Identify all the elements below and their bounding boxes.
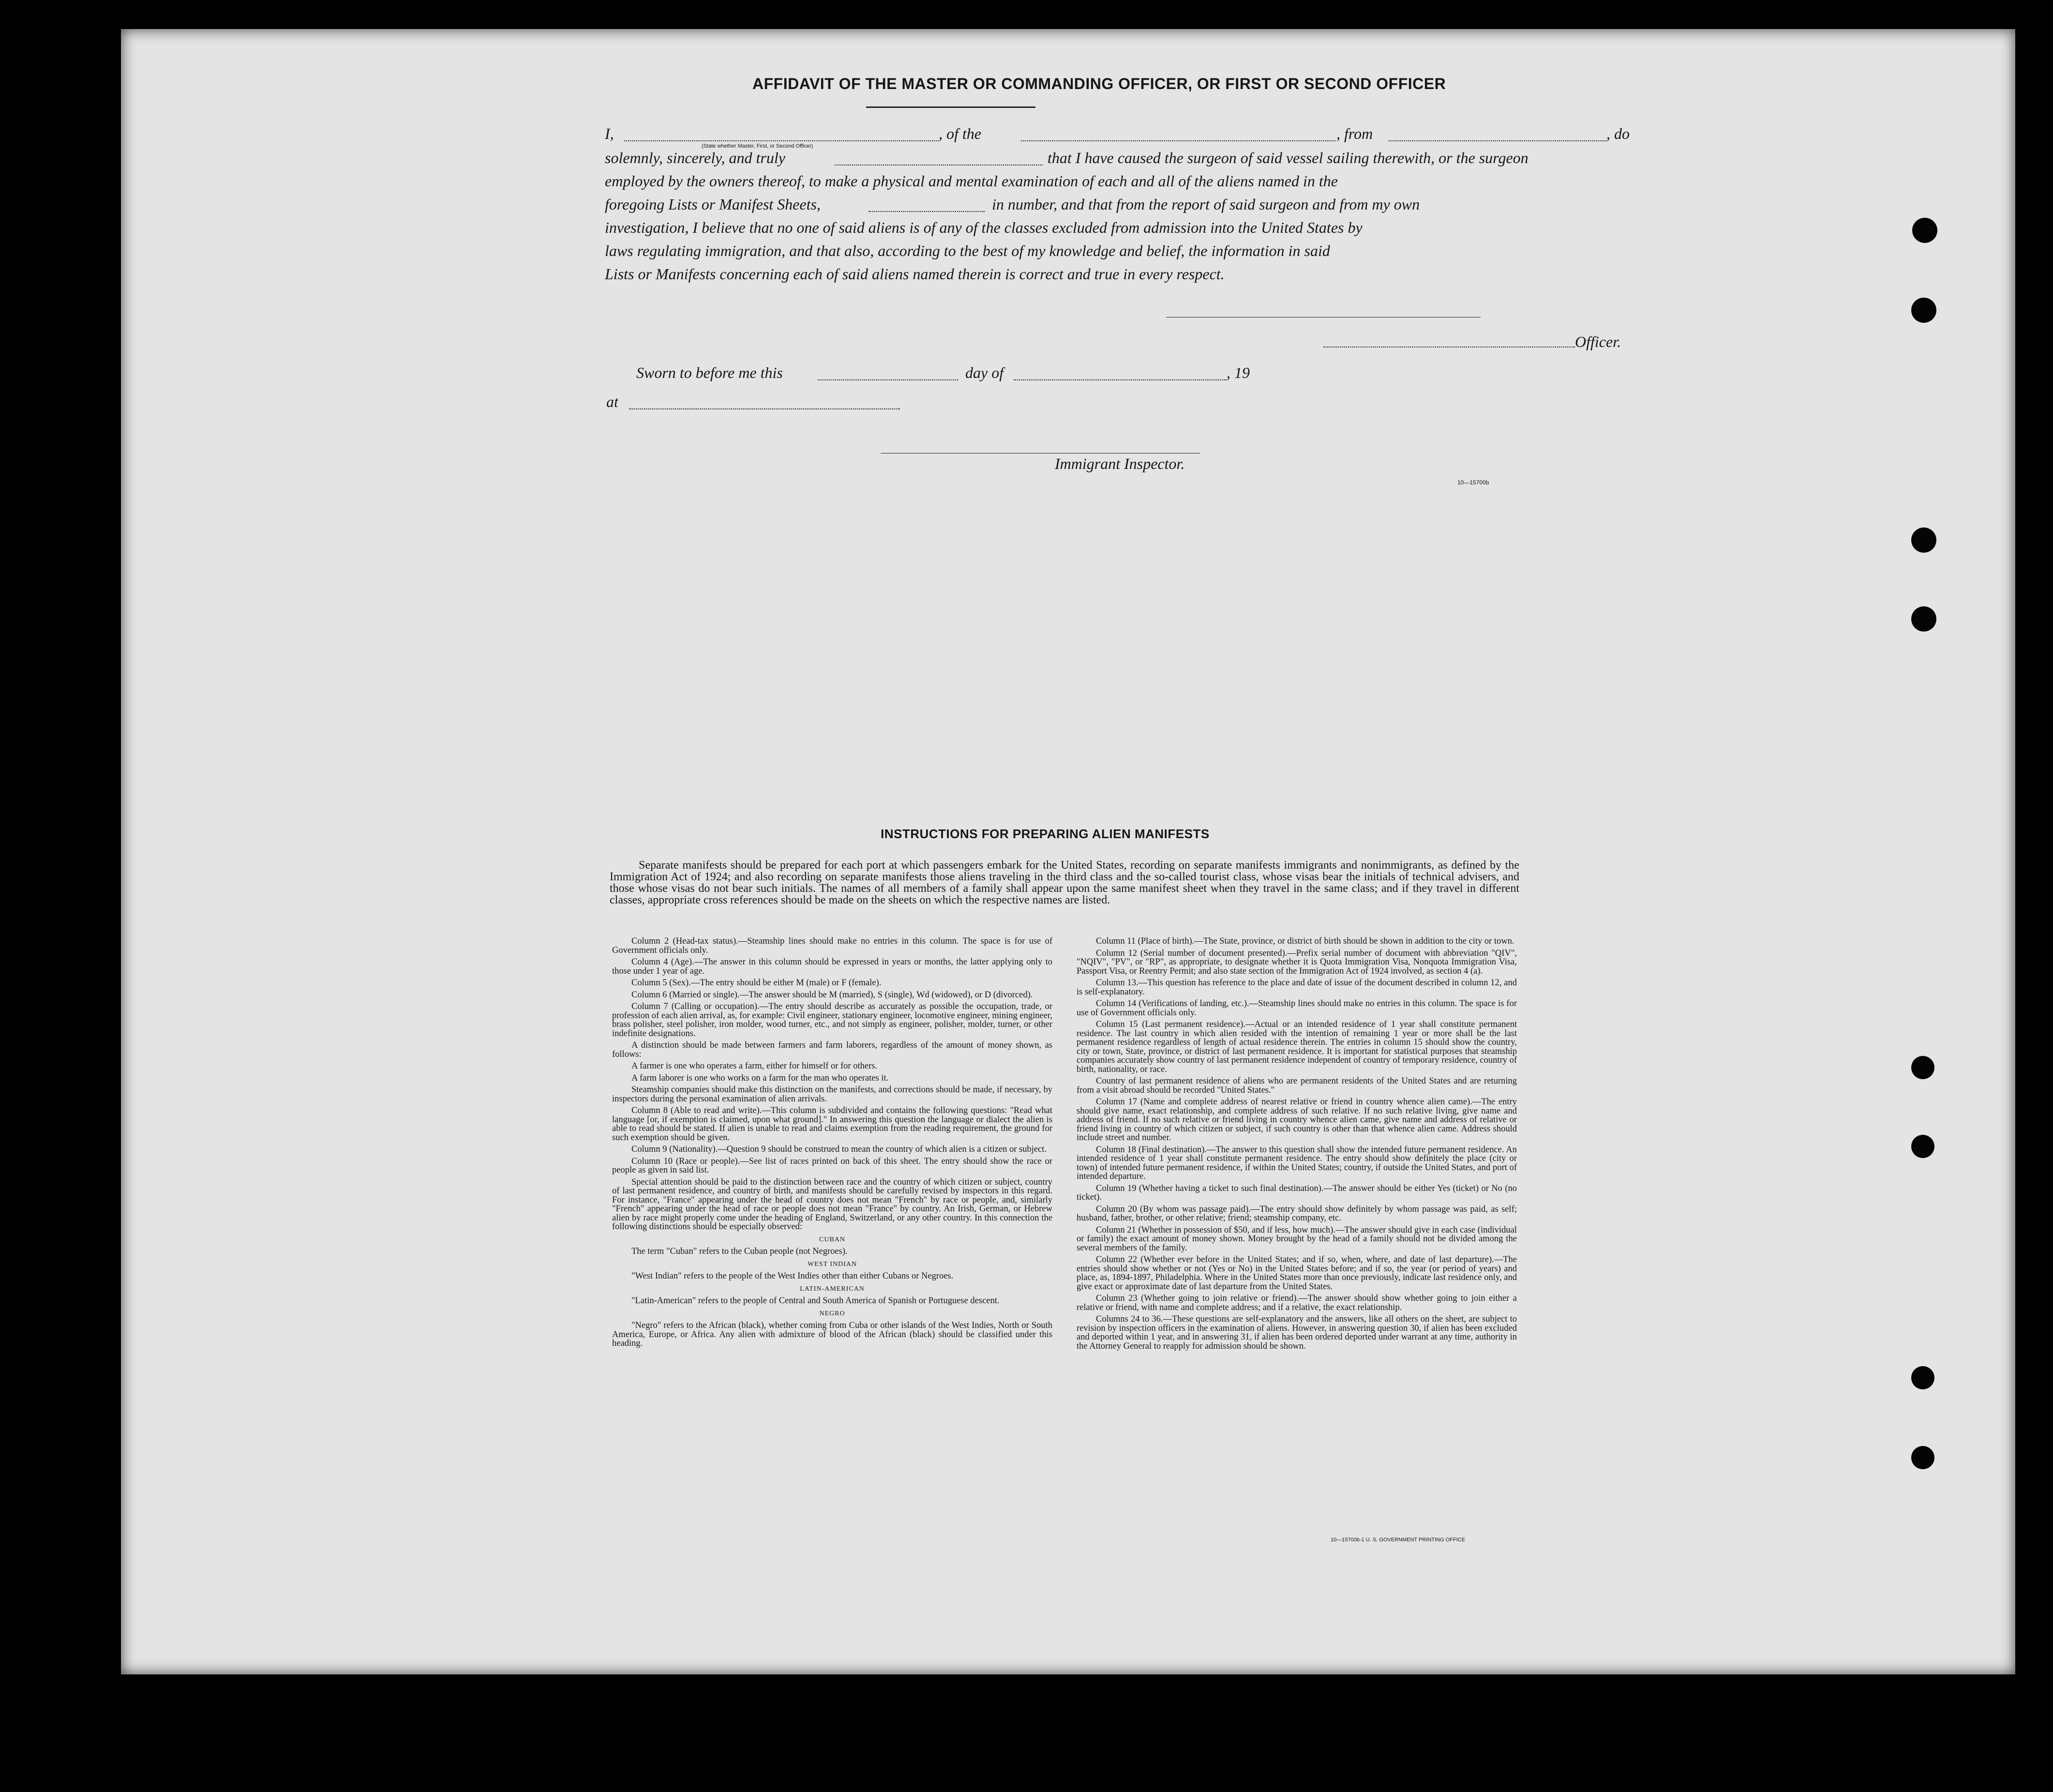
subheading-cuban: CUBAN [819, 1235, 845, 1243]
instruction-paragraph: Column 23 (Whether going to join relative or friend).—The answer should show whether going to join either a relative or friend, with name and complete address; and if a relative, the exact relationship. [1077, 1294, 1517, 1312]
instruction-paragraph: Column 14 (Verifications of landing, etc.).—Steamship lines should make no entries in this column. The space is for use of Government officials only. [1077, 999, 1517, 1018]
sworn-label: Sworn to before me this [636, 364, 783, 381]
subheading-latin-american: LATIN-AMERICAN [800, 1285, 865, 1293]
instruction-paragraph: A farm laborer is one who works on a farm for the man who operates it. [631, 1073, 889, 1083]
instruction-paragraph: "Negro" refers to the African (black), whether coming from Cuba or other islands of the West Indies, North or South America, Europe, or Africa. Any alien with admixture of blood of the African (black) should be classified under this heading. [612, 1321, 1052, 1348]
instruction-paragraph: Column 15 (Last permanent residence).—Actual or an intended residence of 1 year shall constitute permanent residence. The last country in which alien resided with the intention of remaining 1 year or more shall be the last permanent residence regardless of length of actual residence therein. The entries in column 15 should show the country, city or town, State, province, or district of last permanent residence. It is important for statistical purposes that steamship companies accurately show country of last permanent residence independent of country of temporary residence, country of birth, nationality, or race. [1077, 1020, 1517, 1074]
instruction-paragraph: Column 21 (Whether in possession of $50, and if less, how much).—The answer should give in each case (individual or family) the exact amount of money shown. Money brought by the head of a family should not be divided among the several members of the family. [1077, 1225, 1517, 1253]
name-blank [624, 140, 939, 141]
instruction-paragraph: Column 12 (Serial number of document presented).—Prefix serial number of document with abbreviation "QIV", "NQIV", "PV", or "RP", as appropriate, to designate whether it is Quota Immigration Visa, Nonquota Immigration Visa, Passport Visa, or Reentry Permit; and also state section of the Immigration Act of 1924 involved, as section 4 (a). [1077, 948, 1517, 976]
punch-hole [1911, 606, 1936, 632]
rank-blank [835, 165, 1043, 166]
instructions-left-column [612, 937, 1052, 1351]
punch-hole [1911, 1446, 1934, 1469]
document-page [121, 29, 2015, 1674]
aff-line7: Lists or Manifests concerning each of said aliens named therein is correct and true in every respect. [605, 265, 1225, 283]
officer-label: Officer. [1575, 333, 1621, 350]
instruction-paragraph: Column 10 (Race or people).—See list of races printed on back of this sheet. The entry should show the race or people as given in said list. [612, 1156, 1052, 1175]
instruction-paragraph: Steamship companies should make this distinction on the manifests, and corrections should be made, if necessary, by inspectors during the personal examination of alien arrivals. [612, 1085, 1052, 1104]
instruction-paragraph: Column 11 (Place of birth).—The State, province, or district of birth should be shown in addition to the city or town. [1096, 936, 1514, 946]
aff-line6: laws regulating immigration, and that also, according to the best of my knowledge and belief, the information in said [605, 242, 1330, 259]
aff-line4-a: foregoing Lists or Manifest Sheets, [605, 196, 821, 213]
instruction-paragraph: Column 18 (Final destination).—The answer to this question shall show the intended future permanent residence. An intended residence of 1 year shall constitute permanent residence. The entry should show definitely the place (city or town) of intended future permanent residence, if within the United States; country, if outside the United States, and port of intended departure. [1077, 1144, 1517, 1181]
affidavit-title: AFFIDAVIT OF THE MASTER OR COMMANDING OFFICER, OR FIRST OR SECOND OFFICER [752, 75, 1446, 92]
instruction-paragraph: Column 8 (Able to read and write).—This column is subdivided and contains the following questions: "Read what language [or, if exemption is claimed, upon what ground]." In answering this question the language or dialect the alien is able to read should be stated. If alien is unable to read and claims exemption from the reading requirement, the ground for such exemption should be given. [612, 1106, 1052, 1143]
instruction-paragraph: "West Indian" refers to the people of the West Indies other than either Cubans or Negroes. [631, 1271, 954, 1281]
punch-hole [1911, 1366, 1934, 1389]
instruction-paragraph: Column 2 (Head-tax status).—Steamship lines should make no entries in this column. The space is for use of Government officials only. [612, 936, 1052, 955]
instruction-paragraph: Column 22 (Whether ever before in the United States; and if so, when, where, and date of last departure).—The entries should show whether or not (Yes or No) in the United States before; and if so, the year (or period of years) and place, as, 1894-1897, Philadelphia. Where in the United States more than once previously, indicate last residence only, and give exact or approximate date of last departure from the United States. [1077, 1255, 1517, 1292]
aff-line1-b: , of the [939, 125, 981, 142]
instructions-title: INSTRUCTIONS FOR PREPARING ALIEN MANIFESTS [881, 827, 1210, 841]
instruction-paragraph: A distinction should be made between farmers and farm laborers, regardless of the amount of money shown, as follows: [612, 1040, 1052, 1059]
sheet-count-blank [869, 211, 985, 212]
instruction-paragraph: Column 7 (Calling or occupation).—The entry should describe as accurately as possible the occupation, trade, or profession of each alien arrival, as, for example: Civil engineer, stationary engineer, locomotive engineer, mining engineer, brass polisher, steel polisher, iron molder, wood turner, etc., and not simply as engineer, polisher, molder, turner, or other indefinite designations. [612, 1002, 1052, 1039]
aff-line2-b: that I have caused the surgeon of said vessel sailing therewith, or the surgeon [1048, 149, 1529, 166]
punch-hole [1911, 527, 1936, 553]
year-label: , 19 [1227, 364, 1250, 381]
instruction-paragraph: Column 6 (Married or single).—The answer should be M (married), S (single), Wd (widowed), or D (divorced). [631, 990, 1033, 1000]
vessel-blank [1021, 140, 1335, 141]
instruction-paragraph: Columns 24 to 36.—These questions are self-explanatory and the answers, like all others on the sheet, are subject to revision by inspection officers in the examination of aliens. However, in answering question 30, if alien has been excluded and deported within 1 year, and in answering 31, if alien has been ordered deported under warrant at any time, authority in the Attorney General to reapply for admission should be shown. [1077, 1314, 1517, 1351]
day-blank [818, 379, 958, 380]
punch-hole [1911, 1056, 1934, 1079]
affidavit-form-number: 10—15700b [1457, 479, 1489, 486]
officer-note: (State whether Master, First, or Second Officer) [702, 143, 813, 149]
instruction-paragraph: Column 4 (Age).—The answer in this column should be expressed in years or months, the latter applying only to those under 1 year of age. [612, 957, 1052, 976]
instruction-paragraph: A farmer is one who operates a farm, either for himself or for others. [631, 1061, 878, 1071]
printing-office-footer: 10—15700b-1 U. S. GOVERNMENT PRINTING OFFICE [1331, 1537, 1465, 1543]
instructions-intro: Separate manifests should be prepared for each port at which passengers embark for the United States, recording on separate manifests immigrants and nonimmigrants, as defined by the Immigration Act of 1924; and also recording on separate manifests those aliens traveling in the third class and the so-called tourist class, whose visas bear the initials of technical advisers, and those whose visas do not bear such initials. The names of all members of a family shall appear upon the same manifest sheet when they travel in the same class; and if they travel in different classes, appropriate cross references should be made on the sheets on which the respective names are listed. [610, 859, 1519, 906]
instruction-paragraph: The term "Cuban" refers to the Cuban people (not Negroes). [631, 1247, 848, 1256]
instruction-paragraph: "Latin-American" refers to the people of Central and South America of Spanish or Portuguese descent. [631, 1296, 1000, 1306]
from-blank [1389, 140, 1606, 141]
aff-line5: investigation, I believe that no one of said aliens is of any of the classes excluded from admission into the United States by [605, 219, 1363, 236]
at-label: at [606, 393, 618, 410]
day-of-label: day of [965, 364, 1004, 381]
month-blank [1014, 379, 1227, 380]
aff-line1-d: , do [1606, 125, 1630, 142]
instruction-paragraph: Column 19 (Whether having a ticket to such final destination).—The answer should be either Yes (ticket) or No (no ticket). [1077, 1183, 1517, 1202]
instruction-paragraph: Column 13.—This question has reference to the place and date of issue of the document described in column 12, and is self-explanatory. [1077, 978, 1517, 997]
instruction-paragraph: Column 17 (Name and complete address of nearest relative or friend in country whence alien came).—The entry should give name, exact relationship, and complete address of such relative. If no such relative living, give name and address of friend. If no such relative or friend living in country whence alien came, give name and address of relative or friend living in country of which citizen or subject, if such country is other than that whence alien came. Address should include street and number. [1077, 1097, 1517, 1143]
aff-line2-a: solemnly, sincerely, and truly [605, 149, 785, 166]
instruction-paragraph: Country of last permanent residence of aliens who are permanent residents of the United States and are returning from a visit abroad should be recorded "United States." [1077, 1076, 1517, 1095]
place-blank [629, 408, 900, 409]
punch-hole [1911, 298, 1936, 323]
officer-blank [1323, 346, 1575, 347]
aff-line1-a: I, [605, 125, 614, 142]
subheading-west-indian: WEST INDIAN [807, 1260, 857, 1268]
instructions-right-column [1077, 937, 1517, 1354]
subheading-negro: NEGRO [819, 1310, 845, 1317]
aff-line3: employed by the owners thereof, to make a physical and mental examination of each and all of the aliens named in the [605, 172, 1338, 190]
instruction-paragraph: Column 5 (Sex).—The entry should be either M (male) or F (female). [631, 978, 882, 988]
aff-line4-b: in number, and that from the report of said surgeon and from my own [992, 196, 1420, 213]
title-underline [866, 106, 1035, 108]
punch-hole [1911, 1135, 1934, 1158]
inspector-label: Immigrant Inspector. [1055, 455, 1185, 472]
instruction-paragraph: Column 20 (By whom was passage paid).—The entry should show definitely by whom passage was paid, as self; husband, father, brother, or other relative; friend; steamship company, etc. [1077, 1204, 1517, 1223]
punch-hole [1912, 218, 1937, 243]
aff-line1-c: , from [1336, 125, 1373, 142]
instruction-paragraph: Column 9 (Nationality).—Question 9 should be construed to mean the country of which alien is a citizen or subject. [631, 1144, 1047, 1154]
instruction-paragraph: Special attention should be paid to the distinction between race and the country of which citizen or subject, country of last permanent residence, and country of birth, and manifests should be carefully revised by inspectors in this regard. For instance, "France" appearing under the head of country does not mean "French" by race or people, and, similarly "French" appearing under the head of race or people does not mean "France" by country. An Irish, German, or Hebrew alien by race might properly come under the heading of England, Switzerland, or any other country. In this connection the following distinctions should be especially observed: [612, 1177, 1052, 1232]
